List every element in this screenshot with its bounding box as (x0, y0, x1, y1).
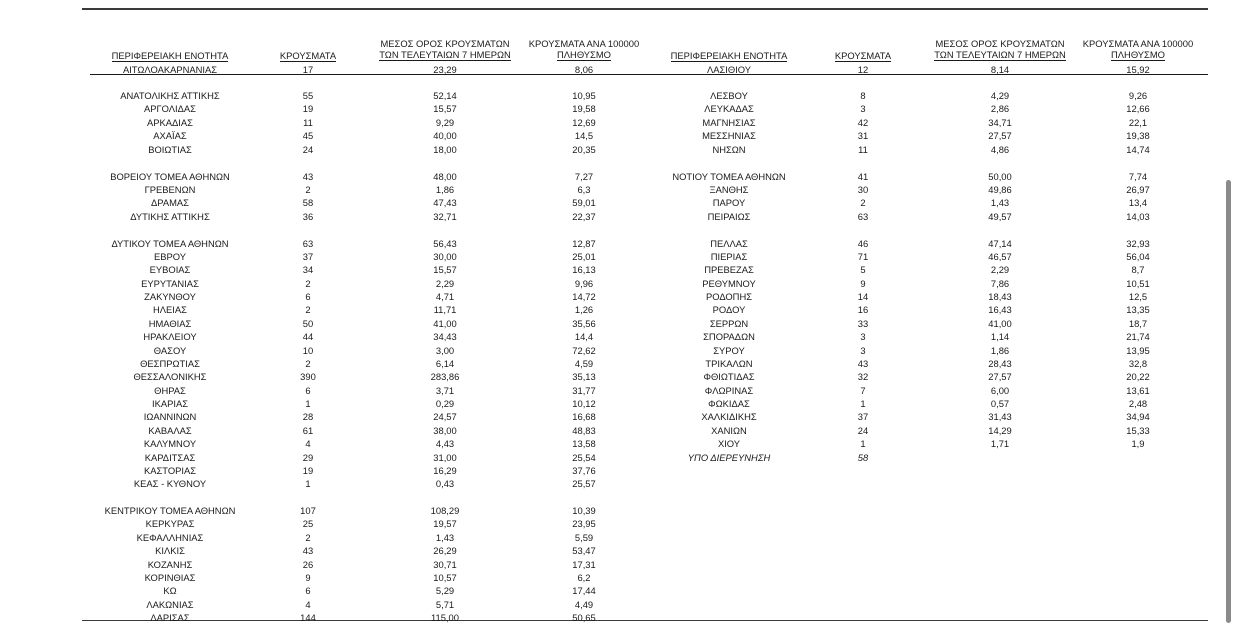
cell-region: ΚΙΛΚΙΣ (155, 545, 185, 557)
cell-region: ΜΕΣΣΗΝΙΑΣ (702, 130, 756, 142)
cell-cases: 36 (302, 210, 314, 222)
cell-cases: 2 (305, 304, 311, 316)
cell-per100k: 21,74 (1126, 331, 1150, 343)
cell-per100k: 1,26 (574, 304, 594, 316)
cell-region: ΖΑΚΥΝΘΟΥ (144, 291, 196, 303)
cell-per100k: 50,65 (572, 612, 596, 624)
cell-per100k: 25,01 (572, 250, 596, 262)
cell-region: ΕΒΡΟΥ (153, 250, 186, 262)
cell-per100k: 12,87 (572, 237, 596, 249)
cell-cases: 10 (302, 344, 314, 356)
cell-avg: 0,29 (435, 398, 455, 410)
cell-avg: 31,00 (433, 451, 457, 463)
cell-cases: 43 (302, 170, 314, 182)
cell-region: ΚΕΝΤΡΙΚΟΥ ΤΟΜΕΑ ΑΘΗΝΩΝ (104, 505, 236, 516)
cell-cases: 7 (860, 384, 866, 396)
cell-region: ΚΑΣΤΟΡΙΑΣ (143, 464, 197, 476)
cell-per100k: 6,2 (577, 571, 591, 583)
cell-per100k: 14,5 (574, 130, 594, 142)
cell-per100k: 12,69 (572, 116, 596, 128)
cell-avg: 4,43 (435, 438, 455, 450)
cell-cases: 63 (302, 237, 314, 249)
cell-avg: 2,29 (435, 277, 455, 289)
cell-per100k: 5,59 (574, 531, 594, 543)
cell-avg: 40,00 (433, 130, 457, 142)
cell-avg: 6,14 (435, 357, 455, 369)
cell-region: ΜΑΓΝΗΣΙΑΣ (702, 116, 756, 128)
cell-per100k: 8,06 (574, 64, 594, 75)
cell-cases: 24 (302, 143, 314, 155)
cell-region: ΙΩΑΝΝΙΝΩΝ (143, 411, 197, 423)
cell-avg: 6,00 (990, 384, 1010, 396)
cell-per100k: 1,9 (1131, 438, 1145, 450)
cell-region: ΔΥΤΙΚΟΥ ΤΟΜΕΑ ΑΘΗΝΩΝ (111, 237, 229, 249)
cell-per100k: 10,39 (572, 505, 596, 516)
cell-per100k: 4,49 (574, 598, 594, 610)
cell-region: ΞΑΝΘΗΣ (709, 183, 749, 195)
cell-region: ΥΠΟ ΔΙΕΡΕΥΝΗΣΗ (687, 451, 771, 463)
cell-per100k: 12,5 (1128, 291, 1148, 303)
cell-per100k: 19,38 (1126, 130, 1150, 142)
cell-avg: 283,86 (430, 371, 460, 383)
cell-region: ΑΧΑΪΑΣ (153, 130, 187, 142)
cell-cases: 16 (857, 304, 869, 316)
cell-per100k: 13,61 (1126, 384, 1150, 396)
vertical-scrollbar[interactable] (1226, 180, 1231, 623)
cell-per100k: 2,48 (1128, 398, 1148, 410)
cell-region: ΘΗΡΑΣ (154, 384, 186, 396)
cell-per100k: 14,74 (1126, 143, 1150, 155)
cell-region: ΣΕΡΡΩΝ (709, 317, 749, 329)
header-per100k-left: ΚΡΟΥΣΜΑΤΑ ΑΝΑ 100000 ΠΛΗΘΥΣΜΟ (528, 38, 640, 60)
cell-per100k: 13,58 (572, 438, 596, 450)
cell-per100k: 9,96 (574, 277, 594, 289)
cell-per100k: 4,59 (574, 357, 594, 369)
cell-per100k: 20,35 (572, 143, 596, 155)
cell-avg: 3,71 (435, 384, 455, 396)
cell-avg: 2,29 (990, 264, 1010, 276)
cell-region: ΛΑΡΙΣΑΣ (150, 612, 190, 624)
cell-avg: 8,14 (990, 64, 1010, 75)
cell-per100k: 18,7 (1128, 317, 1148, 329)
cell-region: ΙΚΑΡΙΑΣ (151, 398, 189, 410)
cell-cases: 11 (858, 143, 868, 155)
cell-region: ΠΕΛΛΑΣ (710, 237, 748, 249)
cell-cases: 71 (857, 250, 869, 262)
cell-cases: 31 (857, 130, 869, 142)
cell-per100k: 59,01 (572, 197, 596, 209)
cell-region: ΧΑΛΚΙΔΙΚΗΣ (701, 411, 757, 423)
cell-cases: 43 (857, 357, 869, 369)
cell-avg: 1,86 (435, 183, 455, 195)
cell-per100k: 14,72 (572, 291, 596, 303)
cell-cases: 12 (857, 64, 869, 75)
cell-avg: 47,14 (988, 237, 1012, 249)
cell-per100k: 32,8 (1128, 357, 1148, 369)
cell-avg: 18,00 (433, 143, 457, 155)
cell-per100k: 53,47 (572, 545, 596, 557)
header-region-right: ΠΕΡΙΦΕΡΕΙΑΚΗ ΕΝΟΤΗΤΑ (670, 50, 788, 61)
cell-avg: 34,71 (988, 116, 1012, 128)
cell-avg: 26,29 (433, 545, 457, 557)
cell-avg: 47,43 (433, 197, 457, 209)
cell-cases: 14 (857, 291, 869, 303)
cell-avg: 1,43 (990, 197, 1010, 209)
cell-region: ΛΑΣΙΘΙΟΥ (706, 64, 752, 75)
cell-region: ΗΜΑΘΙΑΣ (148, 317, 192, 329)
cell-region: ΠΡΕΒΕΖΑΣ (704, 264, 754, 276)
cell-per100k: 20,22 (1126, 371, 1150, 383)
cell-avg: 30,00 (433, 250, 457, 262)
cell-avg: 46,57 (988, 250, 1012, 262)
cell-region: ΛΕΣΒΟΥ (710, 90, 748, 101)
cell-avg: 4,71 (435, 291, 455, 303)
cell-region: ΚΕΡΚΥΡΑΣ (145, 518, 195, 530)
cell-region: ΘΕΣΠΡΩΤΙΑΣ (140, 357, 200, 369)
cell-per100k: 35,56 (572, 317, 596, 329)
cell-per100k: 14,03 (1126, 210, 1150, 222)
cell-avg: 27,57 (988, 371, 1012, 383)
cell-cases: 390 (300, 371, 316, 383)
cell-avg: 7,86 (990, 277, 1010, 289)
cell-cases: 9 (860, 277, 866, 289)
cell-cases: 2 (305, 277, 311, 289)
cell-avg: 27,57 (988, 130, 1012, 142)
cell-region: ΑΡΚΑΔΙΑΣ (147, 116, 193, 128)
cell-avg: 1,14 (990, 331, 1010, 343)
cell-region: ΛΕΥΚΑΔΑΣ (704, 103, 754, 115)
cell-cases: 1 (860, 398, 866, 410)
cell-avg: 108,29 (430, 505, 460, 516)
cell-cases: 28 (302, 411, 314, 423)
cell-per100k: 48,83 (572, 424, 596, 436)
cell-cases: 6 (305, 291, 311, 303)
cell-region: ΚΑΒΑΛΑΣ (148, 424, 192, 436)
cell-cases: 2 (305, 183, 311, 195)
cell-per100k: 25,54 (572, 451, 596, 463)
cell-cases: 4 (305, 438, 311, 450)
header-cases-right: ΚΡΟΥΣΜΑΤΑ (834, 50, 892, 61)
cell-cases: 107 (300, 505, 316, 516)
cell-region: ΒΟΙΩΤΙΑΣ (148, 143, 192, 155)
cell-region: ΚΟΡΙΝΘΙΑΣ (144, 571, 196, 583)
cell-per100k: 26,97 (1126, 183, 1150, 195)
cell-avg: 4,86 (990, 143, 1010, 155)
cell-cases: 61 (302, 424, 314, 436)
cell-cases: 5 (860, 264, 866, 276)
cell-region: ΡΟΔΟΥ (712, 304, 746, 316)
cell-per100k: 25,57 (572, 478, 596, 490)
cell-cases: 63 (857, 210, 869, 222)
cell-region: ΚΕΦΑΛΛΗΝΙΑΣ (136, 531, 204, 543)
cell-cases: 3 (860, 344, 866, 356)
cell-avg: 49,86 (988, 183, 1012, 195)
cell-cases: 41 (857, 170, 869, 182)
cell-avg: 10,57 (433, 571, 457, 583)
cell-cases: 8 (860, 90, 866, 101)
cell-per100k: 16,68 (572, 411, 596, 423)
cell-region: ΦΩΚΙΔΑΣ (708, 398, 750, 410)
cell-cases: 6 (305, 384, 311, 396)
cell-avg: 1,43 (435, 531, 455, 543)
cell-region: ΝΗΣΩΝ (712, 143, 746, 155)
cell-region: ΡΟΔΟΠΗΣ (705, 291, 753, 303)
top-rule (82, 8, 1208, 10)
cell-cases: 33 (857, 317, 869, 329)
header-cases-left: ΚΡΟΥΣΜΑΤΑ (279, 50, 337, 61)
cell-region: ΑΡΓΟΛΙΔΑΣ (144, 103, 196, 115)
cell-avg: 41,00 (433, 317, 457, 329)
cell-avg: 24,57 (433, 411, 457, 423)
cell-region: ΕΥΡΥΤΑΝΙΑΣ (141, 277, 199, 289)
cell-region: ΦΛΩΡΙΝΑΣ (704, 384, 754, 396)
cell-region: ΚΩ (163, 585, 177, 597)
header-avg-left: ΜΕΣΟΣ ΟΡΟΣ ΚΡΟΥΣΜΑΤΩΝ ΤΩΝ ΤΕΛΕΥΤΑΙΩΝ 7 ΗΜΕΡΩΝ (379, 38, 511, 60)
cell-per100k: 17,31 (572, 558, 596, 570)
cell-per100k: 35,13 (572, 371, 596, 383)
cell-cases: 2 (305, 357, 311, 369)
cell-per100k: 31,77 (572, 384, 596, 396)
cell-region: ΘΕΣΣΑΛΟΝΙΚΗΣ (133, 371, 207, 383)
cell-per100k: 13,4 (1128, 197, 1148, 209)
cell-per100k: 32,93 (1126, 237, 1150, 249)
cell-per100k: 34,94 (1126, 411, 1150, 423)
cell-per100k: 15,92 (1126, 64, 1150, 75)
header-region-left: ΠΕΡΙΦΕΡΕΙΑΚΗ ΕΝΟΤΗΤΑ (111, 50, 229, 61)
cell-avg: 31,43 (988, 411, 1012, 423)
cell-per100k: 8,7 (1131, 264, 1145, 276)
cell-cases: 2 (860, 197, 866, 209)
cell-avg: 16,43 (988, 304, 1012, 316)
cell-cases: 3 (860, 103, 866, 115)
cell-region: ΚΟΖΑΝΗΣ (147, 558, 193, 570)
cell-cases: 1 (860, 438, 866, 450)
cell-avg: 32,71 (433, 210, 457, 222)
cell-cases: 55 (302, 90, 314, 101)
cell-region: ΑΝΑΤΟΛΙΚΗΣ ΑΤΤΙΚΗΣ (120, 90, 220, 101)
cell-avg: 14,29 (988, 424, 1012, 436)
cell-per100k: 6,3 (577, 183, 591, 195)
cell-cases: 19 (302, 103, 314, 115)
cell-region: ΚΑΛΥΜΝΟΥ (143, 438, 197, 450)
cell-avg: 9,29 (435, 116, 455, 128)
cell-per100k: 22,1 (1128, 116, 1148, 128)
cell-region: ΣΠΟΡΑΔΩΝ (703, 331, 755, 343)
cell-region: ΠΙΕΡΙΑΣ (710, 250, 748, 262)
cell-per100k: 22,37 (572, 210, 596, 222)
cell-avg: 50,00 (988, 170, 1012, 182)
cell-cases: 44 (302, 331, 314, 343)
cell-per100k: 10,51 (1126, 277, 1150, 289)
cell-cases: 144 (300, 612, 316, 624)
cell-cases: 25 (302, 518, 314, 530)
cell-cases: 43 (302, 545, 314, 557)
cell-avg: 2,86 (990, 103, 1010, 115)
cell-avg: 5,71 (435, 598, 455, 610)
cell-cases: 4 (305, 598, 311, 610)
cell-per100k: 17,44 (572, 585, 596, 597)
cell-per100k: 14,4 (574, 331, 594, 343)
cell-avg: 115,00 (431, 612, 459, 624)
cell-region: ΒΟΡΕΙΟΥ ΤΟΜΕΑ ΑΘΗΝΩΝ (110, 170, 230, 182)
cell-cases: 58 (857, 451, 869, 463)
cell-avg: 5,29 (435, 585, 455, 597)
cell-avg: 0,57 (990, 398, 1010, 410)
cell-avg: 1,86 (990, 344, 1010, 356)
cell-avg: 52,14 (433, 90, 457, 101)
cell-cases: 45 (302, 130, 314, 142)
cell-cases: 58 (302, 197, 314, 209)
cell-avg: 48,00 (433, 170, 457, 182)
cell-region: ΚΑΡΔΙΤΣΑΣ (144, 451, 196, 463)
cell-cases: 1 (305, 478, 311, 490)
cell-per100k: 23,95 (572, 518, 596, 530)
cell-per100k: 13,95 (1126, 344, 1150, 356)
cell-avg: 15,57 (433, 264, 457, 276)
cell-cases: 11 (303, 116, 313, 128)
cell-avg: 56,43 (433, 237, 457, 249)
cell-region: ΧΑΝΙΩΝ (711, 424, 747, 436)
cell-per100k: 37,76 (572, 464, 596, 476)
cell-region: ΑΙΤΩΛΟΑΚΑΡΝΑΝΙΑΣ (122, 64, 218, 75)
header-avg-right: ΜΕΣΟΣ ΟΡΟΣ ΚΡΟΥΣΜΑΤΩΝ ΤΩΝ ΤΕΛΕΥΤΑΙΩΝ 7 ΗΜΕΡΩΝ (934, 38, 1066, 60)
cell-cases: 19 (302, 464, 314, 476)
cell-per100k: 56,04 (1126, 250, 1150, 262)
cell-cases: 6 (305, 585, 311, 597)
cell-region: ΓΡΕΒΕΝΩΝ (144, 183, 196, 195)
cell-per100k: 9,26 (1128, 90, 1148, 101)
cell-region: ΣΥΡΟΥ (713, 344, 745, 356)
cell-region: ΠΑΡΟΥ (712, 197, 746, 209)
cell-region: ΛΑΚΩΝΙΑΣ (146, 598, 194, 610)
cell-cases: 37 (857, 411, 869, 423)
cell-cases: 26 (302, 558, 314, 570)
cell-avg: 4,29 (990, 90, 1010, 101)
cell-avg: 19,57 (433, 518, 457, 530)
cell-per100k: 19,58 (572, 103, 596, 115)
cell-region: ΘΑΣΟΥ (153, 344, 187, 356)
cell-per100k: 7,27 (574, 170, 594, 182)
cell-cases: 29 (302, 451, 314, 463)
cell-region: ΡΕΘΥΜΝΟΥ (702, 277, 756, 289)
cell-avg: 38,00 (433, 424, 457, 436)
cell-cases: 2 (305, 531, 311, 543)
cell-avg: 49,57 (988, 210, 1012, 222)
cell-avg: 30,71 (433, 558, 457, 570)
cell-avg: 23,29 (433, 64, 457, 75)
cell-avg: 18,43 (988, 291, 1012, 303)
cell-avg: 1,71 (990, 438, 1010, 450)
cell-cases: 24 (857, 424, 869, 436)
cell-cases: 42 (857, 116, 869, 128)
cell-region: ΔΡΑΜΑΣ (151, 197, 189, 209)
cell-cases: 50 (302, 317, 314, 329)
cell-region: ΕΥΒΟΙΑΣ (149, 264, 191, 276)
cell-avg: 0,43 (435, 478, 455, 490)
cell-region: ΔΥΤΙΚΗΣ ΑΤΤΙΚΗΣ (130, 210, 210, 222)
cell-cases: 37 (302, 250, 314, 262)
cell-avg: 41,00 (988, 317, 1012, 329)
cell-per100k: 13,35 (1126, 304, 1150, 316)
cell-region: ΤΡΙΚΑΛΩΝ (705, 357, 753, 369)
cell-cases: 9 (305, 571, 311, 583)
cell-cases: 3 (860, 331, 866, 343)
cell-region: ΦΘΙΩΤΙΔΑΣ (703, 371, 755, 383)
cell-cases: 30 (857, 183, 869, 195)
cell-avg: 16,29 (433, 464, 457, 476)
cell-per100k: 72,62 (572, 344, 596, 356)
cell-cases: 32 (857, 371, 869, 383)
cell-region: ΝΟΤΙΟΥ ΤΟΜΕΑ ΑΘΗΝΩΝ (672, 170, 786, 182)
cell-per100k: 12,66 (1126, 103, 1150, 115)
cell-avg: 28,43 (988, 357, 1012, 369)
cell-region: ΗΡΑΚΛΕΙΟΥ (143, 331, 197, 343)
cell-per100k: 10,95 (572, 90, 596, 101)
cell-per100k: 7,74 (1128, 170, 1148, 182)
cell-region: ΗΛΕΙΑΣ (153, 304, 187, 316)
cell-cases: 34 (302, 264, 314, 276)
cell-avg: 11,71 (433, 304, 457, 316)
cell-cases: 17 (302, 64, 314, 75)
cell-per100k: 16,13 (572, 264, 596, 276)
cell-per100k: 10,12 (572, 398, 596, 410)
cell-cases: 46 (857, 237, 869, 249)
cell-avg: 15,57 (433, 103, 457, 115)
header-per100k-right: ΚΡΟΥΣΜΑΤΑ ΑΝΑ 100000 ΠΛΗΘΥΣΜΟ (1082, 38, 1194, 60)
cell-cases: 1 (305, 398, 311, 410)
cell-avg: 34,43 (433, 331, 457, 343)
cell-per100k: 15,33 (1126, 424, 1150, 436)
cell-region: ΚΕΑΣ - ΚΥΘΝΟΥ (133, 478, 207, 490)
cell-avg: 3,00 (435, 344, 455, 356)
cell-region: ΧΙΟΥ (717, 438, 741, 450)
cell-region: ΠΕΙΡΑΙΩΣ (707, 210, 751, 222)
